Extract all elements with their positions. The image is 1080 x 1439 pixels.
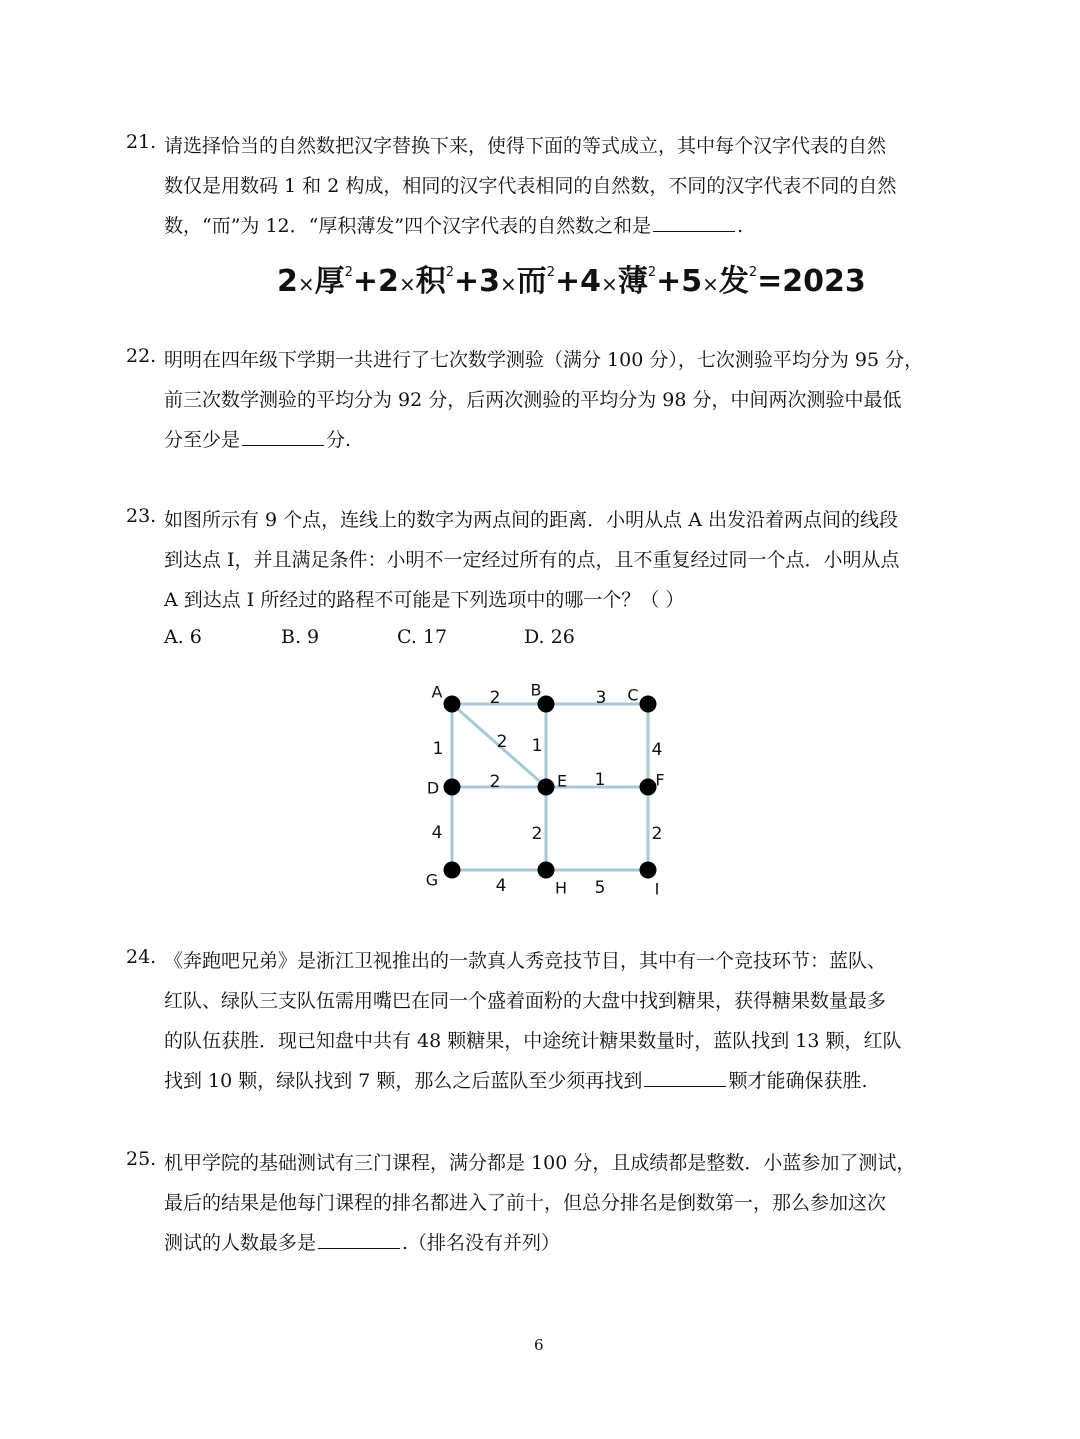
problem-text-line: 最后的结果是他每门课程的排名都进入了前十，但总分排名是倒数第一，那么参加这次 [164, 1192, 887, 1214]
node-label: B [530, 680, 542, 700]
exponent: 2 [748, 265, 758, 280]
equation-term: 2 [277, 264, 298, 299]
equation-term: +5 [656, 264, 703, 299]
node-label: I [654, 879, 660, 898]
problem-text: 数，“而”为 12．“厚积薄发”四个汉字代表的自然数之和是 [164, 215, 652, 237]
node-label: H [554, 878, 568, 898]
node-label: A [431, 682, 443, 702]
node-h [538, 862, 555, 879]
problem-text-line: 红队、绿队三支队伍需用嘴巴在同一个盛着面粉的大盘中找到糖果，获得糖果数量最多 [164, 990, 887, 1012]
node-label: G [425, 870, 439, 890]
equation-hanzi: 薄 [617, 264, 648, 299]
node-c [640, 696, 657, 713]
node-d [444, 779, 461, 796]
equation-hanzi: 发 [718, 264, 749, 299]
problem-text-line [164, 211, 743, 238]
problem-number: 24. [126, 946, 157, 968]
answer-blank [318, 1230, 400, 1249]
problem-text-tail: .（排名没有并列） [402, 1232, 561, 1254]
answer-blank [653, 213, 735, 232]
edge-weight: 4 [431, 823, 443, 843]
exponent: 2 [546, 265, 556, 280]
problem-text-line: 数仅是用数码 1 和 2 构成，相同的汉字代表相同的自然数，不同的汉字代表不同的自然 [164, 175, 897, 197]
node-f [640, 779, 657, 796]
equation-term: +3 [453, 264, 500, 299]
times-sign: × [500, 272, 517, 296]
edge-weight: 1 [531, 736, 543, 756]
edge-weight: 1 [432, 739, 444, 759]
equation [277, 256, 866, 300]
node-label: F [655, 770, 665, 790]
edge-weight: 4 [651, 740, 663, 760]
problem-text-line: 的队伍获胜．现已知盘中共有 48 颗糖果，中途统计糖果数量时，蓝队找到 13 颗，红队 [164, 1030, 902, 1052]
edge-weight: 4 [495, 876, 507, 896]
equation-hanzi: 积 [415, 264, 446, 299]
option-b: B. 9 [281, 626, 320, 648]
problem-text-line: 到达点 I，并且满足条件：小明不一定经过所有的点，且不重复经过同一个点．小明从点 [164, 549, 900, 571]
problem-text-line: 前三次数学测验的平均分为 92 分，后两次测验的平均分为 98 分，中间两次测验中最低 [164, 389, 902, 411]
edge-weight: 3 [595, 688, 607, 708]
problem-text-line: 明明在四年级下学期一共进行了七次数学测验（满分 100 分），七次测验平均分为 95 分， [164, 349, 924, 371]
edge-weight: 5 [594, 878, 606, 898]
equation-term: +4 [555, 264, 602, 299]
exponent: 2 [445, 265, 454, 280]
times-sign: × [702, 272, 719, 296]
edge-weight: 2 [489, 772, 501, 792]
node-label: C [627, 685, 639, 705]
problem-text-line: 请选择恰当的自然数把汉字替换下来，使得下面的等式成立，其中每个汉字代表的自然 [164, 135, 887, 157]
node-e [538, 779, 555, 796]
edge-weight: 1 [594, 770, 606, 790]
problem-text: 分至少是 [164, 429, 241, 451]
problem-text-line: 《奔跑吧兄弟》是浙江卫视推出的一款真人秀竞技节目，其中有一个竞技环节：蓝队、 [164, 950, 887, 972]
problem-text-line: 机甲学院的基础测试有三门课程，满分都是 100 分，且成绩都是整数．小蓝参加了测试， [164, 1152, 916, 1174]
page-number: 6 [534, 1336, 544, 1354]
equation-hanzi: 而 [516, 264, 547, 299]
option-a: A. 6 [164, 626, 202, 648]
node-label: D [426, 778, 440, 798]
problem-text-line: A 到达点 I 所经过的路程不可能是下列选项中的哪一个？（ ） [164, 589, 685, 611]
equation-result: =2023 [757, 264, 866, 299]
problem-text: 测试的人数最多是 [164, 1232, 317, 1254]
option-c: C. 17 [397, 626, 448, 648]
answer-blank [242, 427, 324, 446]
problem-number: 23. [126, 505, 157, 527]
option-d: D. 26 [524, 626, 575, 648]
exponent: 2 [647, 265, 657, 280]
edge-weight: 2 [489, 688, 501, 708]
edge-weight: 2 [496, 732, 508, 752]
graph-diagram [420, 676, 680, 898]
node-label: E [556, 771, 568, 791]
problem-number: 21. [126, 131, 157, 153]
edge-weight: 2 [651, 824, 663, 844]
problem-number: 25. [126, 1148, 157, 1170]
problem-text-line: 如图所示有 9 个点，连线上的数字为两点间的距离．小明从点 A 出发沿着两点间的线段 [164, 509, 898, 531]
problem-text-tail: 分. [326, 429, 352, 451]
exponent: 2 [344, 265, 353, 280]
equation-term: +2 [352, 264, 399, 299]
problem-text-line [164, 425, 351, 452]
times-sign: × [297, 272, 315, 296]
problem-number: 22. [126, 345, 157, 367]
problem-text-tail: . [737, 215, 744, 237]
problem-text: 找到 10 颗，绿队找到 7 颗，那么之后蓝队至少须再找到 [164, 1070, 643, 1092]
problem-text-line [164, 1066, 867, 1093]
problem-text-line [164, 1228, 560, 1255]
node-a [444, 696, 461, 713]
node-i [640, 862, 657, 879]
times-sign: × [601, 272, 618, 296]
node-g [444, 862, 461, 879]
times-sign: × [398, 272, 416, 296]
problem-text-tail: 颗才能确保获胜. [728, 1070, 868, 1092]
edge-weight: 2 [531, 824, 543, 844]
equation-hanzi: 厚 [314, 264, 345, 299]
answer-blank [644, 1068, 726, 1087]
